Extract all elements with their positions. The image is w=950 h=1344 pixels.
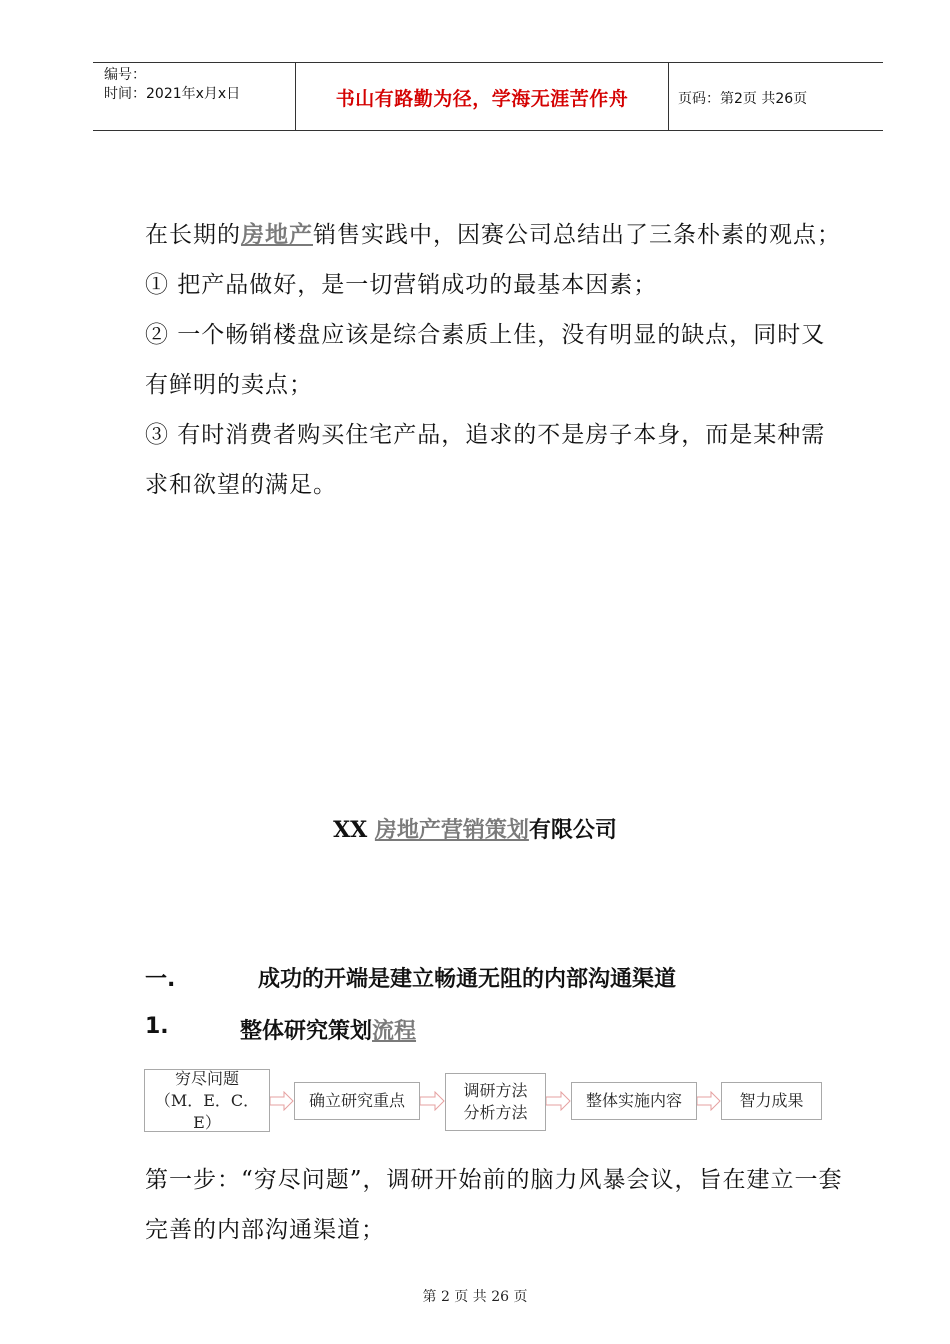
- flow-arrow-icon: [420, 1091, 445, 1111]
- flow-step-research-focus: 确立研究重点: [294, 1082, 420, 1120]
- flow-step-results: 智力成果: [721, 1082, 822, 1120]
- header-meta: [104, 66, 240, 104]
- header-top-rule: [93, 62, 883, 63]
- company-link[interactable]: 房地产营销策划: [374, 818, 529, 843]
- point-1: ① 把产品做好，是一切营销成功的最基本因素；: [145, 272, 658, 298]
- flow-step-exhaust-issues: 穷尽问题（M．E．C．E）: [144, 1069, 270, 1132]
- flow-step-implementation: 整体实施内容: [571, 1082, 697, 1120]
- subsection-number: 1.: [145, 1014, 169, 1039]
- flow-arrow-icon: [270, 1091, 294, 1111]
- process-link[interactable]: 流程: [372, 1019, 417, 1044]
- header-divider: [668, 62, 669, 130]
- flow-step-methods: 调研方法分析方法: [445, 1073, 546, 1131]
- header-bottom-rule: [93, 130, 883, 131]
- subsection-title: [240, 1014, 416, 1045]
- section-number: 一.: [145, 967, 176, 992]
- document-number: 编号：: [104, 67, 146, 83]
- company-name: [0, 813, 950, 844]
- page-footer: 第 2 页 共 26 页: [422, 1289, 528, 1305]
- real-estate-link[interactable]: 房地产: [241, 221, 313, 248]
- intro-text: [145, 210, 845, 510]
- header-motto: 书山有路勤为径，学海无涯苦作舟: [335, 88, 629, 110]
- intro-text-post: 销售实践中，因赛公司总结出了三条朴素的观点；: [313, 222, 841, 248]
- subsection-title-text: 整体研究策划: [240, 1019, 373, 1044]
- company-prefix: XX: [333, 817, 368, 843]
- intro-text-pre: 在长期的: [145, 222, 241, 248]
- step-1-text: 第一步：“穷尽问题”，调研开始前的脑力风暴会议，旨在建立一套完善的内部沟通渠道；: [145, 1167, 843, 1243]
- intro-paragraph: [145, 210, 845, 260]
- header-page-info: 页码：第2页 共26页: [678, 91, 808, 107]
- document-time: 时间：2021年x月x日: [104, 86, 241, 102]
- flow-arrow-icon: [697, 1091, 721, 1111]
- point-3: ③ 有时消费者购买住宅产品，追求的不是房子本身，而是某种需求和欲望的满足。: [145, 422, 826, 498]
- section-title: 成功的开端是建立畅通无阻的内部沟通渠道: [258, 967, 677, 992]
- company-suffix: 有限公司: [528, 818, 617, 843]
- point-2: ② 一个畅销楼盘应该是综合素质上佳，没有明显的缺点，同时又有鲜明的卖点；: [145, 322, 826, 398]
- flow-arrow-icon: [546, 1091, 571, 1111]
